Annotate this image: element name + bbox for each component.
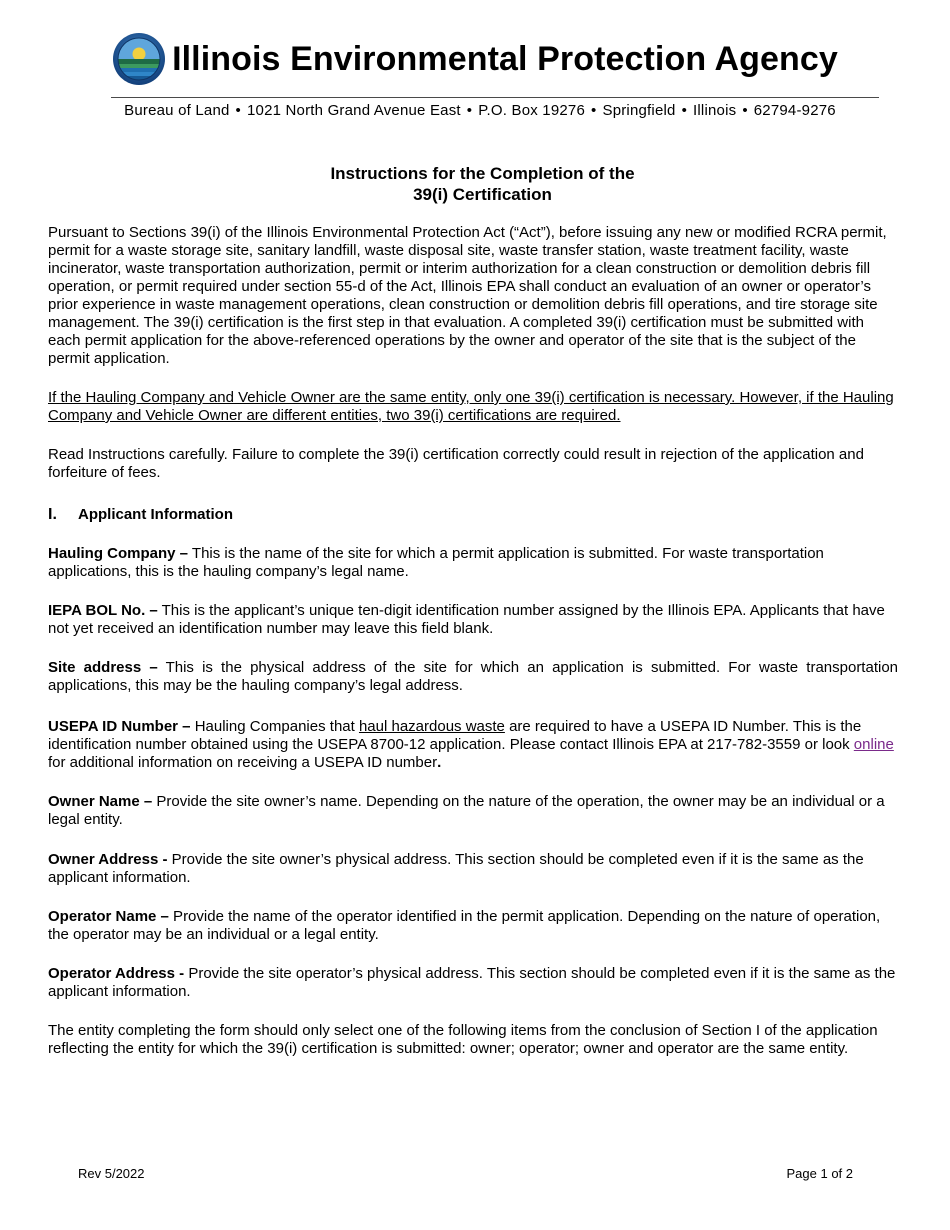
definition-term: IEPA BOL No: [48, 602, 142, 619]
definition-text: Provide the site owner’s physical address. This section should be completed even if it is the same as the applicant information.: [48, 851, 864, 886]
operator-name-definition: [48, 908, 898, 944]
definition-text: for additional information on receiving a USEPA ID number: [48, 754, 438, 771]
section-heading: [48, 506, 233, 524]
page-number: Page 1 of 2: [786, 1166, 853, 1181]
section-number: I.: [48, 506, 57, 523]
agency-address: [0, 102, 950, 119]
definition-term: Owner Address -: [48, 851, 168, 868]
address-state: Illinois: [693, 102, 737, 119]
site-address-definition: [48, 659, 898, 695]
definition-text: This is the applicant’s unique ten-digit identification number assigned by the Illinois EPA. Applicants that have not yet received an identification number may leave this field blank.: [48, 602, 885, 637]
hauling-note-paragraph: If the Hauling Company and Vehicle Owner are the same entity, only one 39(i) certification is necessary. However, if the Hauling Company and Vehicle Owner are different entities, two 39(i) certifications are required.: [48, 389, 894, 424]
definition-term: Site address –: [48, 659, 158, 676]
owner-address-definition: [48, 851, 898, 887]
definition-text: This is the name of the site for which a permit application is submitted. For waste transportation applications, this is the hauling company’s legal name.: [48, 545, 824, 580]
iepa-logo-icon: [112, 32, 166, 86]
address-city: Springfield: [602, 102, 676, 119]
usepa-id-definition: [48, 718, 898, 772]
section-title: Applicant Information: [78, 506, 233, 523]
online-link[interactable]: online: [853, 736, 894, 753]
iepa-bol-definition: [48, 602, 898, 638]
definition-text: Hauling Companies that: [190, 718, 359, 735]
letterhead: [0, 32, 950, 119]
address-separator: •: [235, 102, 241, 119]
address-street: 1021 North Grand Avenue East: [246, 102, 461, 119]
address-separator: •: [742, 102, 748, 119]
definition-end: .: [437, 754, 442, 771]
operator-address-definition: [48, 965, 898, 1001]
address-separator: •: [466, 102, 473, 119]
definition-term: Operator Address -: [48, 965, 185, 982]
definition-term: Operator Name –: [48, 908, 169, 925]
hauling-company-definition: [48, 545, 898, 581]
agency-name: Illinois Environmental Protection Agency: [172, 39, 838, 78]
intro-paragraph: Pursuant to Sections 39(i) of the Illinois Environmental Protection Act (“Act”), before issuing any new or modified RCRA permit, permit for a waste storage site, sanitary landfill, waste disposal site, waste transfer station, waste treatment facility, waste incinerator, waste transportation authorization, permit or interim authorization for a clean construction or demolition debris fill operation, or permit required under section 55-d of the Act, Illinois EPA shall conduct an evaluation of an owner or operator’s prior experience in waste management operations, clean construction or demolition debris fill operations, and tire storage site management. The 39(i) certification is the first step in that evaluation. A completed 39(i) certification must be submitted with each permit application for the above-referenced operations by the owner and operator of the site that is the subject of the permit application.: [48, 224, 887, 367]
definition-term-suffix: . –: [141, 602, 158, 619]
definition-text: Provide the site operator’s physical address. This section should be completed even if it is the same as the applicant information.: [48, 965, 896, 1000]
revision-date: Rev 5/2022: [78, 1166, 145, 1181]
title-line-2: 39(i) Certification: [413, 185, 552, 204]
address-separator: •: [681, 102, 688, 119]
definition-text: Provide the site owner’s name. Depending on the nature of the operation, the owner may be an individual or a legal entity.: [48, 793, 885, 828]
owner-name-definition: [48, 793, 898, 829]
definition-text: Provide the name of the operator identified in the permit application. Depending on the nature of operation, the operator may be an individual or a legal entity.: [48, 908, 881, 943]
address-bureau: Bureau of Land: [124, 102, 230, 119]
haul-hazardous-waste-text: haul hazardous waste: [358, 718, 505, 735]
read-instructions-paragraph: Read Instructions carefully. Failure to complete the 39(i) certification correctly could result in rejection of the application and forfeiture of fees.: [48, 446, 864, 481]
letterhead-divider: [111, 97, 879, 98]
definition-text: are required to have a USEPA ID Number. This is the identification number obtained using the USEPA 8700-12 application. Please contact Illinois EPA at 217-782-3559 or look: [48, 718, 862, 753]
definition-term: Owner Name –: [48, 793, 153, 810]
address-po-box: P.O. Box 19276: [478, 102, 586, 119]
address-separator: •: [591, 102, 597, 119]
definition-text: This is the physical address of the site for which an application is submitted. For waste transportation applications, this may be the hauling company’s legal address.: [48, 659, 899, 694]
title-line-1: Instructions for the Completion of the: [330, 164, 635, 183]
address-zip: 62794-9276: [753, 102, 836, 119]
document-title: [0, 163, 950, 205]
definition-term: Hauling Company –: [48, 545, 189, 562]
definition-term: USEPA ID Number –: [48, 718, 191, 735]
conclusion-paragraph: The entity completing the form should only select one of the following items from the conclusion of Section I of the application reflecting the entity for which the 39(i) certification is submitted: owner; operator; owner and operator are the same entity.: [48, 1022, 878, 1057]
